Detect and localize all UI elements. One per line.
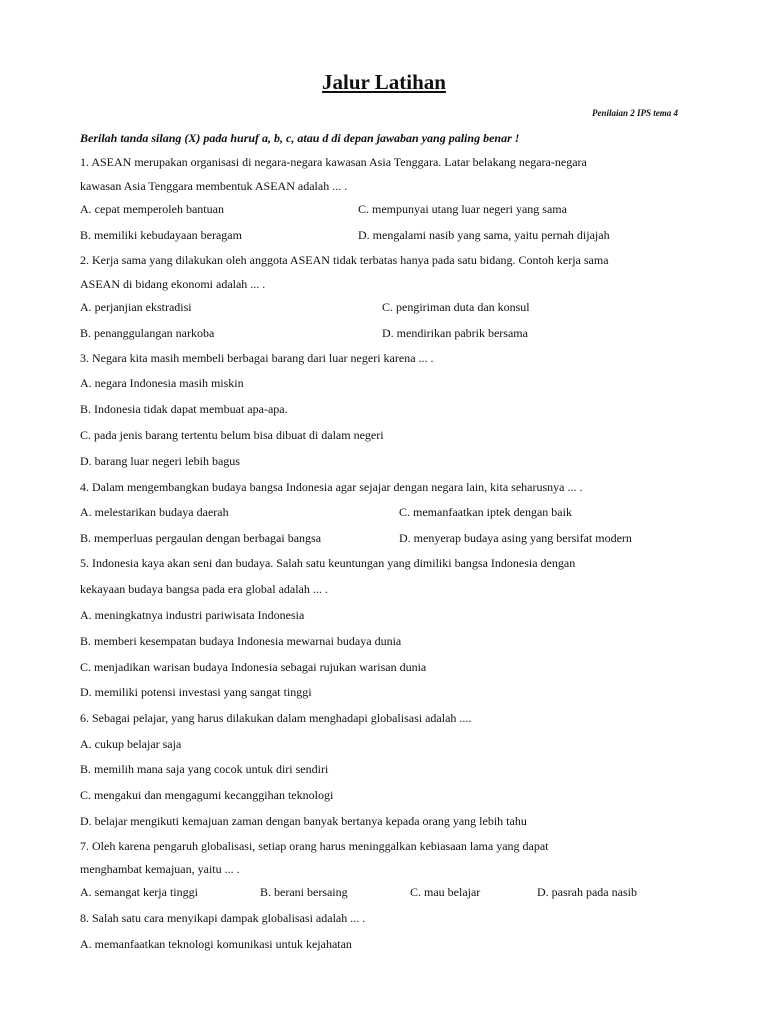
question-1-option-b: B. memiliki kebudayaan beragam	[80, 228, 242, 242]
question-2-option-c: C. pengiriman duta dan konsul	[382, 300, 530, 314]
question-3-option-a: A. negara Indonesia masih miskin	[80, 376, 244, 390]
question-1-text: kawasan Asia Tenggara membentuk ASEAN adalah ... .	[80, 179, 348, 193]
instruction-text: Berilah tanda silang (X) pada huruf a, b, c, atau d di depan jawaban yang paling benar !	[80, 131, 520, 145]
question-2-text: 2. Kerja sama yang dilakukan oleh anggota ASEAN tidak terbatas hanya pada satu bidang. Contoh kerja sama	[80, 253, 609, 267]
question-5-option-b: B. memberi kesempatan budaya Indonesia mewarnai budaya dunia	[80, 634, 402, 648]
question-2-text: ASEAN di bidang ekonomi adalah ... .	[80, 277, 266, 291]
question-5-option-d: D. memiliki potensi investasi yang sangat tinggi	[80, 685, 312, 699]
question-1-text: 1. ASEAN merupakan organisasi di negara-negara kawasan Asia Tenggara. Latar belakang negara-negara	[80, 155, 587, 169]
question-4-text: 4. Dalam mengembangkan budaya bangsa Indonesia agar sejajar dengan negara lain, kita seharusnya ... .	[80, 480, 583, 494]
question-3-option-d: D. barang luar negeri lebih bagus	[80, 454, 240, 468]
page-title: Jalur Latihan	[322, 70, 446, 94]
question-3-option-b: B. Indonesia tidak dapat membuat apa-apa.	[80, 402, 288, 416]
question-2-option-b: B. penanggulangan narkoba	[80, 326, 215, 340]
document-subtitle: Penilaian 2 IPS tema 4	[591, 108, 678, 118]
question-1-option-a: A. cepat memperoleh bantuan	[80, 202, 224, 216]
question-5-option-a: A. meningkatnya industri pariwisata Indonesia	[80, 608, 305, 622]
question-5-text: 5. Indonesia kaya akan seni dan budaya. Salah satu keuntungan yang dimiliki bangsa Indonesia dengan	[80, 556, 576, 570]
question-7-option-b: B. berani bersaing	[260, 885, 348, 899]
question-7-text: menghambat kemajuan, yaitu ... .	[80, 862, 240, 876]
question-6-option-b: B. memilih mana saja yang cocok untuk diri sendiri	[80, 762, 329, 776]
question-2-option-d: D. mendirikan pabrik bersama	[382, 326, 528, 340]
question-4-option-a: A. melestarikan budaya daerah	[80, 505, 229, 519]
question-1-option-d: D. mengalami nasib yang sama, yaitu pernah dijajah	[358, 228, 610, 242]
question-5-option-c: C. menjadikan warisan budaya Indonesia sebagai rujukan warisan dunia	[80, 660, 427, 674]
question-2-option-a: A. perjanjian ekstradisi	[80, 300, 192, 314]
question-6-option-a: A. cukup belajar saja	[80, 737, 182, 751]
question-3-text: 3. Negara kita masih membeli berbagai barang dari luar negeri karena ... .	[80, 351, 434, 365]
question-4-option-c: C. memanfaatkan iptek dengan baik	[399, 505, 572, 519]
question-7-option-d: D. pasrah pada nasib	[537, 885, 637, 899]
question-6-option-d: D. belajar mengikuti kemajuan zaman dengan banyak bertanya kepada orang yang lebih tahu	[80, 814, 527, 828]
question-8-option-a: A. memanfaatkan teknologi komunikasi untuk kejahatan	[80, 937, 352, 951]
question-3-option-c: C. pada jenis barang tertentu belum bisa dibuat di dalam negeri	[80, 428, 384, 442]
question-6-option-c: C. mengakui dan mengagumi kecanggihan teknologi	[80, 788, 334, 802]
question-6-text: 6. Sebagai pelajar, yang harus dilakukan dalam menghadapi globalisasi adalah ....	[80, 711, 472, 725]
question-4-option-d: D. menyerap budaya asing yang bersifat modern	[399, 531, 632, 545]
question-4-option-b: B. memperluas pergaulan dengan berbagai bangsa	[80, 531, 322, 545]
question-7-text: 7. Oleh karena pengaruh globalisasi, setiap orang harus meninggalkan kebiasaan lama yang dapat	[80, 839, 549, 853]
question-8-text: 8. Salah satu cara menyikapi dampak globalisasi adalah ... .	[80, 911, 366, 925]
question-7-option-a: A. semangat kerja tinggi	[80, 885, 198, 899]
question-5-text: kekayaan budaya bangsa pada era global adalah ... .	[80, 582, 328, 596]
question-1-option-c: C. mempunyai utang luar negeri yang sama	[358, 202, 567, 216]
question-7-option-c: C. mau belajar	[410, 885, 481, 899]
